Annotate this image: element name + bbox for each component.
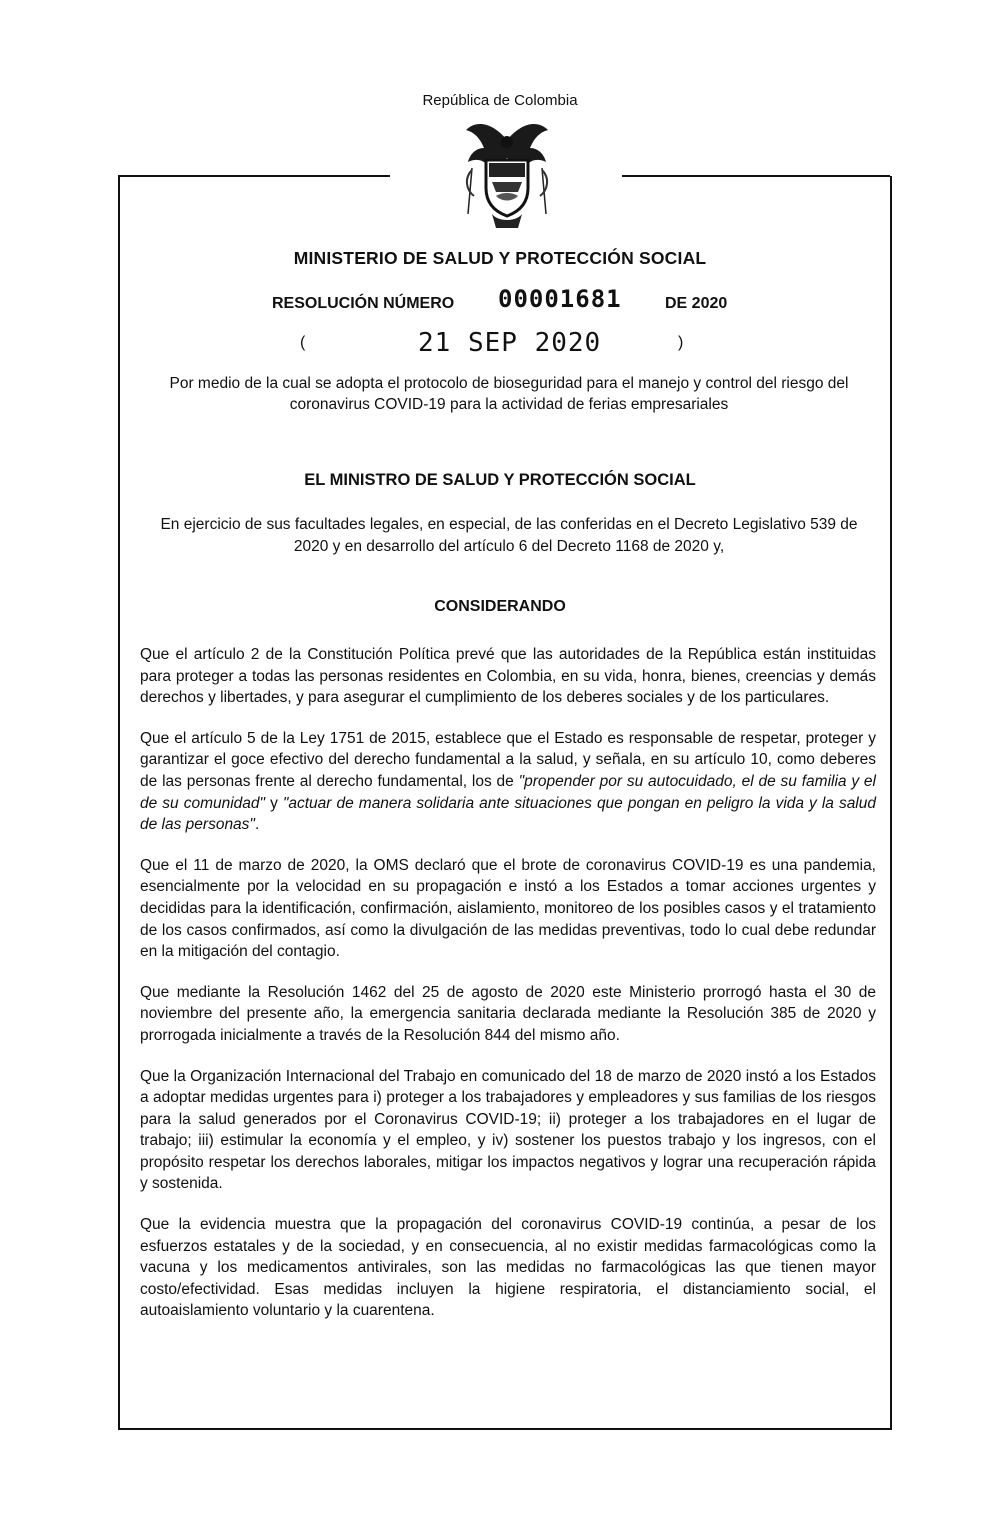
paragraph-constitution: Que el artículo 2 de la Constitución Política prevé que las autoridades de la República están instituidas para proteger a todas las personas residentes en Colombia, en su vida, honra, bienes, creencias y demás derechos y libertades, y para asegurar el cumplimiento de los deberes sociales y de los particulares. — [140, 646, 876, 707]
country-name: República de Colombia — [422, 92, 578, 109]
paragraph-ley-1751-text-c: . — [254, 816, 260, 834]
minister-title: EL MINISTRO DE SALUD Y PROTECCIÓN SOCIAL — [304, 471, 696, 489]
quote-autocuidado: "propender por su autocuidado, el de su familia y el de su comunidad" — [140, 772, 876, 812]
paragraph-oit: Que la Organización Internacional del Trabajo en comunicado del 18 de marzo de 2020 instó a los Estados a adoptar medidas urgentes para i) proteger a los trabajadores y empleadores y sus familias de los riesgos para la salud generados por el Coronavirus COVID-19; ii) proteger a los trabajadores en el lugar de trabajo; iii) estimular la economía y el empleo, y iv) sostener los puestos trabajo y los ingresos, con el propósito respetar los derechos laborales, mitigar los impactos negativos y lograr una recuperación rápida y sostenida. — [140, 1067, 876, 1193]
paragraph-evidencia: Que la evidencia muestra que la propagación del coronavirus COVID-19 continúa, a pesar de los esfuerzos estatales y de la sociedad, y en consecuencia, al no existir medidas farmacológicas como la vacuna y los medicamentos antivirales, son las medidas no farmacológicas las que tienen mayor costo/efectividad. Esas medidas incluyen la higiene respiratoria, el distanciamiento social, el autoaislamiento voluntario y la cuarentena. — [140, 1216, 876, 1320]
resolution-year: DE 2020 — [665, 295, 728, 312]
resolution-label: RESOLUCIÓN NÚMERO — [272, 295, 455, 312]
date-line — [300, 330, 700, 364]
date-paren-close: ) — [678, 334, 684, 351]
resolution-summary: Por medio de la cual se adopta el protocolo de bioseguridad para el manejo y control del riesgo del coronavirus COVID-19 para la actividad de ferias empresariales — [169, 375, 849, 413]
resolution-date-stamp: 21 SEP 2020 — [418, 328, 602, 358]
paragraph-ley-1751 — [140, 728, 876, 836]
paragraph-ley-1751-text-b: y — [265, 794, 283, 812]
paragraph-ley-1751-text-a: Que el artículo 5 de la Ley 1751 de 2015, establece que el Estado es responsable de respetar, proteger y garantizar el goce efectivo del derecho fundamental a la salud, y señala, en su artículo 10, como deberes de las personas frente al derecho fundamental, los de — [140, 729, 876, 790]
quote-solidaria: "actuar de manera solidaria ante situaciones que pongan en peligro la vida y la salud de las personas" — [140, 794, 876, 834]
legal-powers-text: En ejercicio de sus facultades legales, en especial, de las conferidas en el Decreto Legislativo 539 de 2020 y en desarrollo del artículo 6 del Decreto 1168 de 2020 y, — [160, 516, 858, 555]
ministry-title: MINISTERIO DE SALUD Y PROTECCIÓN SOCIAL — [293, 248, 707, 268]
paragraph-oms: Que el 11 de marzo de 2020, la OMS declaró que el brote de coronavirus COVID-19 es una pandemia, esencialmente por la velocidad en su propagación e instó a los Estados a tomar acciones urgentes y decididas para la identificación, confirmación, aislamiento, monitoreo de los posibles casos y el tratamiento de los casos confirmados, así como la divulgación de las medidas preventivas, todo lo cual debe redundar en la mitigación del contagio. — [140, 856, 876, 961]
resolution-number: 00001681 — [498, 285, 622, 313]
considerando-body — [140, 644, 876, 1341]
date-paren-open: ( — [300, 334, 306, 351]
considerando-heading: CONSIDERANDO — [434, 598, 566, 615]
paragraph-resolucion-1462: Que mediante la Resolución 1462 del 25 de agosto de 2020 este Ministerio prorrogó hasta el 30 de noviembre del presente año, la emergencia sanitaria declarada mediante la Resolución 385 de 2020 y prorrogada inicialmente a través de la Resolución 844 del mismo año. — [140, 983, 876, 1044]
